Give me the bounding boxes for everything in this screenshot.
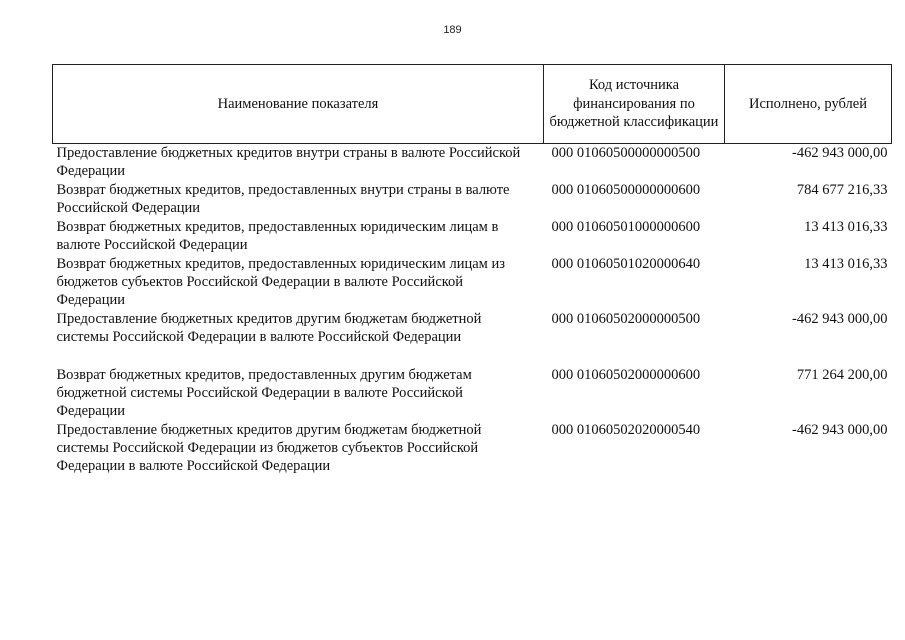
row-indicator-name: Предоставление бюджетных кредитов другим бюджетам бюджетной системы Российской Федерации из бюджетов субъектов Российской Федерации в валюте Российской Федерации [56, 422, 482, 474]
table-row [53, 366, 892, 421]
row-indicator-name: Возврат бюджетных кредитов, предоставленных внутри страны в валюте Российской Федерации [56, 182, 510, 216]
row-executed-amount: 771 264 200,00 [796, 367, 888, 383]
table-row [53, 218, 892, 255]
table-row [53, 255, 892, 310]
table-row [53, 310, 892, 366]
row-executed-amount: 13 413 016,33 [804, 256, 888, 272]
row-source-code: 000 01060502000000600 [551, 367, 701, 383]
row-indicator-name: Возврат бюджетных кредитов, предоставленных другим бюджетам бюджетной системы Российской Федерации в валюте Российской Федерации [56, 367, 472, 419]
row-executed-amount: 784 677 216,33 [796, 182, 888, 198]
row-indicator-name: Предоставление бюджетных кредитов внутри страны в валюте Российской Федерации [56, 145, 521, 179]
row-source-code: 000 01060501020000640 [551, 256, 701, 272]
row-indicator-name: Возврат бюджетных кредитов, предоставленных юридическим лицам из бюджетов субъектов Российской Федерации в валюте Российской Федерации [56, 256, 505, 308]
header-source-code: Код источника финансирования по бюджетной классификации [544, 65, 725, 144]
header-row [53, 65, 892, 144]
table-header [53, 65, 892, 144]
row-indicator-name: Предоставление бюджетных кредитов другим бюджетам бюджетной системы Российской Федерации в валюте Российской Федерации [56, 311, 482, 345]
row-source-code: 000 01060501000000600 [551, 219, 701, 235]
header-executed-amount: Исполнено, рублей [725, 65, 892, 144]
row-indicator-name: Возврат бюджетных кредитов, предоставленных юридическим лицам в валюте Российской Федерации [56, 219, 499, 253]
row-executed-amount: -462 943 000,00 [792, 145, 888, 161]
row-executed-amount: -462 943 000,00 [792, 311, 888, 327]
page-number: 189 [443, 24, 462, 36]
row-source-code: 000 01060500000000600 [551, 182, 701, 198]
table-row [53, 181, 892, 218]
row-source-code: 000 01060502000000500 [551, 311, 701, 327]
table-body [53, 144, 892, 477]
row-executed-amount: -462 943 000,00 [792, 422, 888, 438]
table-row [53, 421, 892, 476]
header-indicator-name: Наименование показателя [53, 65, 544, 144]
budget-table [52, 64, 892, 476]
row-source-code: 000 01060502020000540 [551, 422, 701, 438]
row-executed-amount: 13 413 016,33 [804, 219, 888, 235]
table-row [53, 144, 892, 182]
row-source-code: 000 01060500000000500 [551, 145, 701, 161]
